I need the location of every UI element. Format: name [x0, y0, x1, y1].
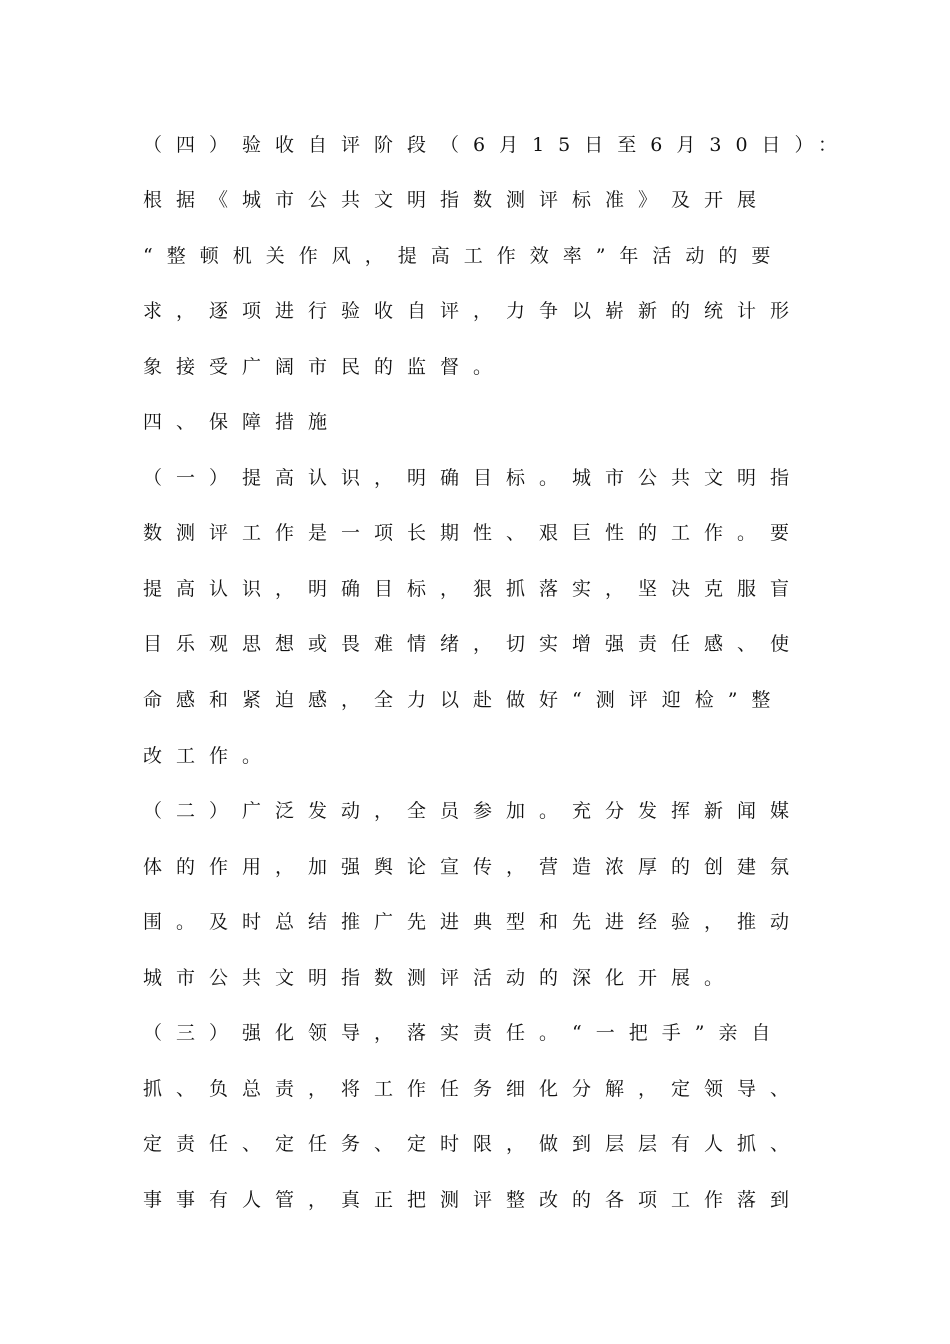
text-line: 提高认识，明确目标，狠抓落实，坚决克服盲 [143, 578, 804, 600]
text-line: （二）广泛发动，全员参加。充分发挥新闻媒 [143, 800, 804, 822]
text-line: 象接受广阔市民的监督。 [143, 356, 507, 378]
section-heading: 四、保障措施 [143, 411, 342, 433]
text-line: （三）强化领导，落实责任。“一把手”亲自 [143, 1022, 785, 1044]
text-line: 体的作用，加强舆论宣传，营造浓厚的创建氛 [143, 856, 804, 878]
text-line: 数测评工作是一项长期性、艰巨性的工作。要 [143, 522, 804, 544]
text-line: 根据《城市公共文明指数测评标准》及开展 [143, 189, 771, 211]
text-line: 城市公共文明指数测评活动的深化开展。 [143, 967, 738, 989]
text-line: 围。及时总结推广先进典型和先进经验，推动 [143, 911, 804, 933]
text-line: 求，逐项进行验收自评，力争以崭新的统计形 [143, 300, 804, 322]
text-line: 抓、负总责，将工作任务细化分解，定领导、 [143, 1078, 804, 1100]
text-line: 改工作。 [143, 745, 276, 767]
text-line: 命感和紧迫感，全力以赴做好“测评迎检”整 [143, 689, 785, 711]
text-line: 事事有人管，真正把测评整改的各项工作落到 [143, 1189, 804, 1211]
text-line: 定责任、定任务、定时限，做到层层有人抓、 [143, 1133, 804, 1155]
text-line: 目乐观思想或畏难情绪，切实增强责任感、使 [143, 633, 804, 655]
text-line: （一）提高认识，明确目标。城市公共文明指 [143, 467, 804, 489]
text-line: （四）验收自评阶段（6月15日至6月30日）： [143, 134, 852, 156]
text-line: “整顿机关作风，提高工作效率”年活动的要 [143, 245, 785, 267]
